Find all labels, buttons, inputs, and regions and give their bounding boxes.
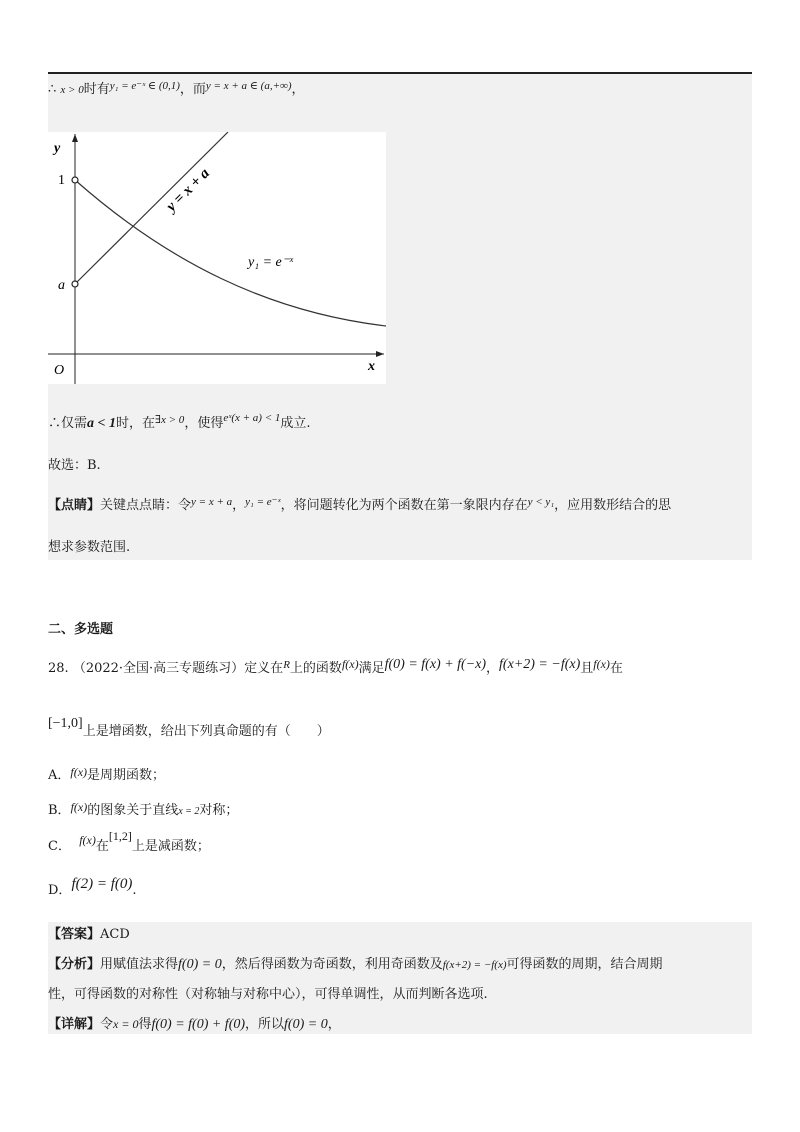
option-d: D．f(2) = f(0). xyxy=(48,876,137,898)
function-graph xyxy=(48,132,386,384)
derivation-line: ∴ x > 0时有$^{y_1 = e^-ˣ \in (0,1)}$，而$^{y = x + a \in (a,+\infty)}$， xyxy=(48,80,305,97)
origin-label: O xyxy=(54,363,65,378)
option-a: A．f(x)是周期函数； xyxy=(48,765,166,783)
x-axis-arrow xyxy=(376,351,384,357)
question-line-1: 28. （2022·全国·高三专题练习）定义在$^R$上的函数f(x)满足f(0) = f(x) + f(−x)，f(x+2) = −f(x)且f(x)在 xyxy=(48,657,623,676)
line-y-x-a xyxy=(75,132,228,284)
y-axis-label: y xyxy=(54,141,61,156)
analysis-line-2: 性，可得函数的对称性（对称轴与对称中心），可得单调性，从而判断各选项. xyxy=(48,987,488,1002)
line-label: y = x + a xyxy=(163,165,213,215)
x-axis-label: x xyxy=(368,359,375,374)
option-c: C． f(x)在[1,2]上是减函数； xyxy=(48,829,210,854)
curve-label: y₁ = e⁻ˣ xyxy=(248,255,294,270)
question-line-2: [−1,0]上是增函数，给出下列真命题的有（ ） xyxy=(48,716,330,739)
conclusion-line: ∴仅需a < 1时，在$^{\exists x > 0}$，使得$^{eˣ(x + a) < 1}$成立. xyxy=(48,412,311,431)
analysis-line-1: 【分析】用赋值法求得f(0) = 0，然后得函数为奇函数，利用奇函数及f(x+2) = −f(x)可得函数的周期，结合周期 xyxy=(48,957,663,972)
option-b: B．f(x)的图象关于直线x = 2对称； xyxy=(48,800,239,818)
exp-curve xyxy=(75,180,386,326)
section-heading: 二、多选题 xyxy=(48,622,114,637)
point-a xyxy=(72,281,78,287)
answer-line: 【答案】ACD xyxy=(48,927,130,942)
comment-line: 【点睛】关键点点睛：令$^{y = x + a}$，$^{y_1 = e^-ˣ}$，将问题转化为两个函数在第一象限内存在$^{y < y_1}$，应用数形结合的思 xyxy=(48,496,672,513)
comment-line-2: 想求参数范围. xyxy=(48,540,131,555)
choice-line: 故选：B. xyxy=(48,458,101,473)
point-one xyxy=(72,177,78,183)
detail-line: 【详解】令x = 0得f(0) = f(0) + f(0)，所以f(0) = 0， xyxy=(48,1017,341,1032)
tick-a-label: a xyxy=(58,278,65,293)
tick-one-label: 1 xyxy=(58,173,65,188)
y-axis-arrow xyxy=(72,134,78,142)
